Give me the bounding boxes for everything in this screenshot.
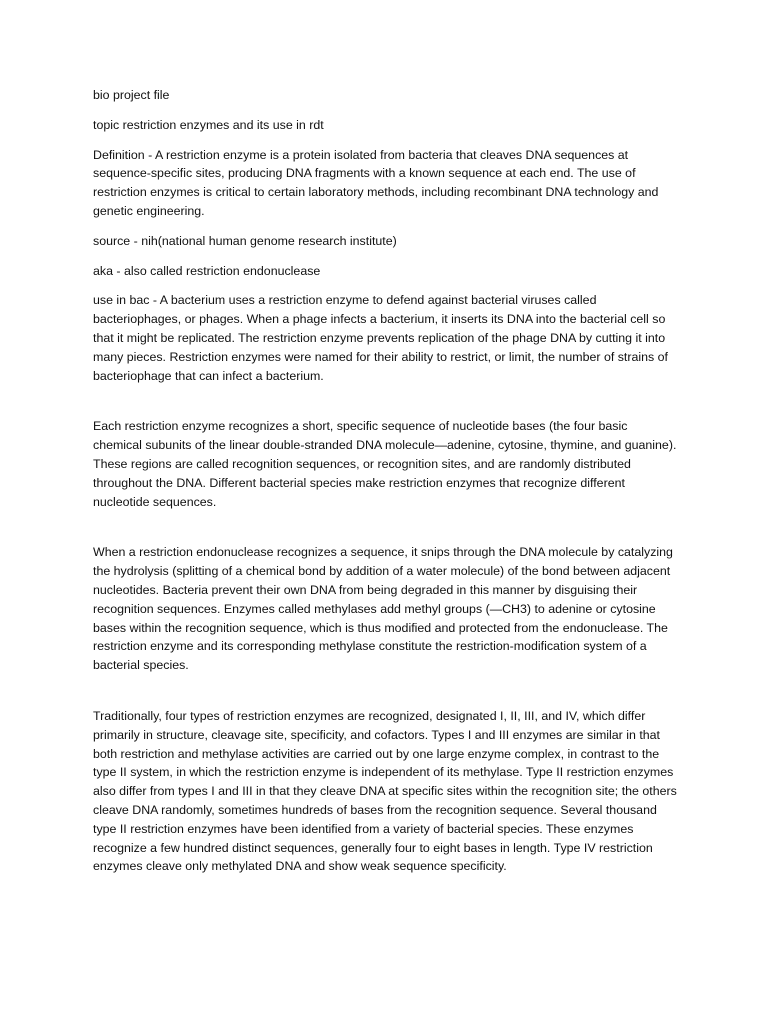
document-title: bio project file — [93, 88, 170, 102]
types-paragraph: Traditionally, four types of restriction enzymes are recognized, designated I, II, III, and IV, which differ primarily in structure, cleavage site, specificity, and cofactors. Types I and III enzymes are similar in that both restriction and methylase activities are carried out by one large enzyme complex, in contrast to the type II system, in which the restriction enzyme is independent of its methylase. Type II restriction enzymes also differ from types I and III in that they cleave DNA at specific sites within the recognition site; the others cleave DNA randomly, sometimes hundreds of bases from the recognition sequence. Several thousand type II restriction enzymes have been identified from a variety of bacterial species. These enzymes recognize a few hundred distinct sequences, generally four to eight bases in length. Type IV restriction enzymes cleave only methylated DNA and show weak sequence specificity. — [93, 708, 677, 874]
document-body — [93, 86, 679, 887]
use-in-bacteria-paragraph: use in bac - A bacterium uses a restriction enzyme to defend against bacterial viruses called bacteriophages, or phages. When a phage infects a bacterium, it inserts its DNA into the bacterial cell so that it might be replicated. The restriction enzyme prevents replication of the phage DNA by cutting it into many pieces. Restriction enzymes were named for their ability to restrict, or limit, the number of strains of bacteriophage that can infect a bacterium. — [93, 293, 669, 383]
recognition-paragraph: Each restriction enzyme recognizes a short, specific sequence of nucleotide bases (the four basic chemical subunits of the linear double-stranded DNA molecule—adenine, cytosine, thymine, and guanine). These regions are called recognition sequences, or recognition sites, and are randomly distributed throughout the DNA. Different bacterial species make restriction enzymes that recognize different nucleotide sequences. — [93, 419, 677, 509]
topic-line: topic restriction enzymes and its use in rdt — [93, 117, 324, 132]
definition-paragraph: Definition - A restriction enzyme is a protein isolated from bacteria that cleaves DNA sequences at sequence-specific sites, producing DNA fragments with a known sequence at each end. The use of restriction enzymes is critical to certain laboratory methods, including recombinant DNA technology and genetic engineering. — [93, 147, 659, 218]
aka-line: aka - also called restriction endonuclease — [93, 263, 321, 278]
source-line: source - nih(national human genome research institute) — [93, 233, 397, 248]
cleavage-paragraph: When a restriction endonuclease recognizes a sequence, it snips through the DNA molecule by catalyzing the hydrolysis (splitting of a chemical bond by addition of a water molecule) of the bond between adjacent nucleotides. Bacteria prevent their own DNA from being degraded in this manner by disguising their recognition sequences. Enzymes called methylases add methyl groups (—CH3) to adenine or cytosine bases within the recognition sequence, which is thus modified and protected from the endonuclease. The restriction enzyme and its corresponding methylase constitute the restriction-modification system of a bacterial species. — [93, 545, 673, 673]
